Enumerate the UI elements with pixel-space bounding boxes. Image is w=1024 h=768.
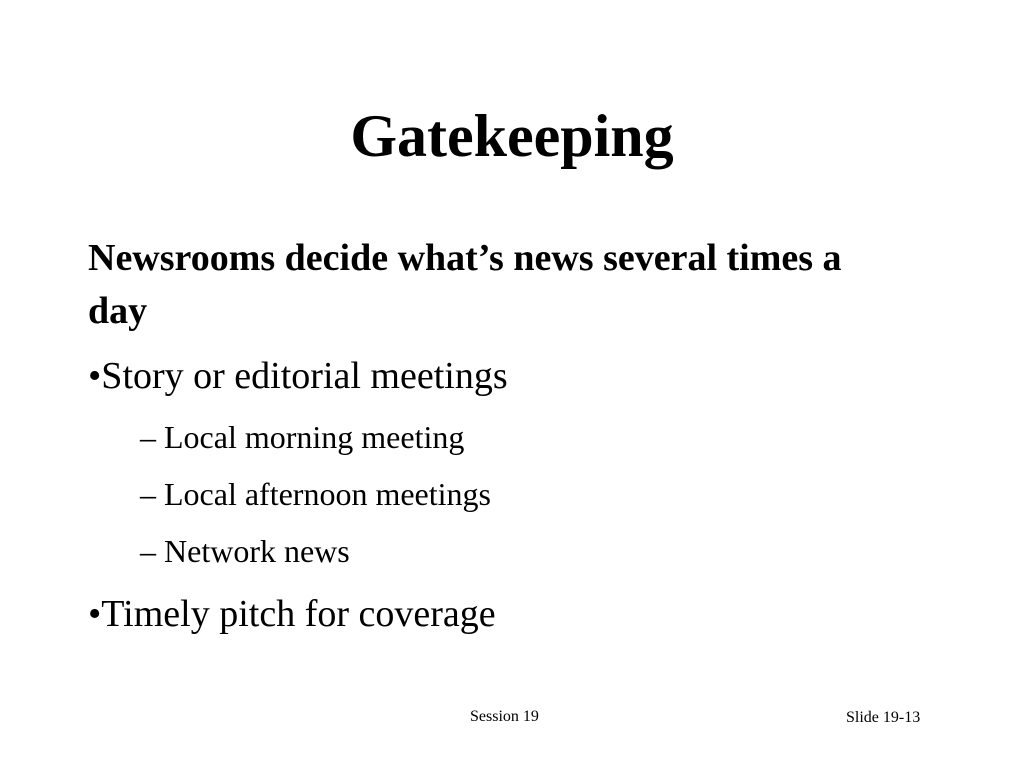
bullet-timely-pitch: •Timely pitch for coverage	[88, 593, 496, 635]
bullet-story-meetings: •Story or editorial meetings	[88, 355, 508, 397]
subitem-network-news: – Network news	[140, 533, 350, 569]
lead-statement: Newsrooms decide what’s news several times a day	[88, 237, 842, 332]
footer-session: Session 19	[470, 708, 539, 725]
subitem-local-morning: – Local morning meeting	[140, 419, 465, 455]
footer-slide-number: Slide 19-13	[846, 709, 921, 726]
subitem-local-afternoon: – Local afternoon meetings	[140, 476, 491, 512]
slide-title: Gatekeeping	[350, 103, 674, 169]
